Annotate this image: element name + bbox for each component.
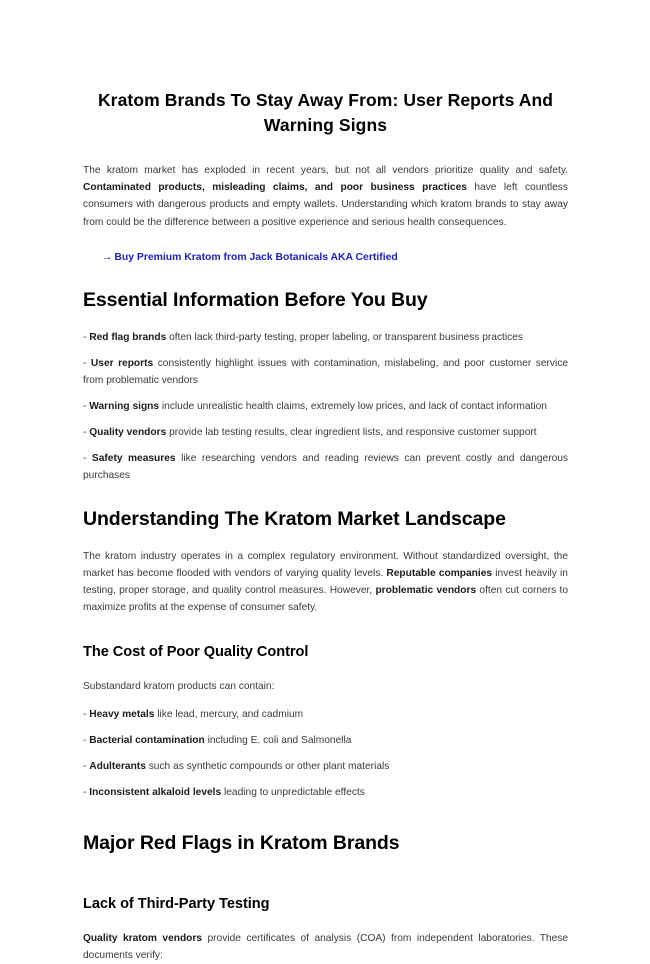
list-item xyxy=(83,398,568,415)
divider-spacer xyxy=(83,872,568,894)
bullet-text: like lead, mercury, and cadmium xyxy=(154,708,304,720)
cta-link-label: Buy Premium Kratom from Jack Botanicals AKA Certified xyxy=(114,251,398,263)
bullet-text: leading to unpredictable effects xyxy=(221,786,365,798)
bullet-text: include unrealistic health claims, extremely low prices, and lack of contact information xyxy=(159,400,547,412)
paragraph-text-part3: often cut corners to maximize profits at the expense of consumer safety. xyxy=(83,585,568,614)
bullet-text: including E. coli and Salmonella xyxy=(204,734,352,746)
cta-link-container xyxy=(83,247,568,266)
bullet-text: provide lab testing results, clear ingredient lists, and responsive customer support xyxy=(166,426,537,438)
intro-text-part1: The kratom market has exploded in recent years, but not all vendors prioritize quality and safety. xyxy=(83,165,568,176)
bullet-bold-lead: User reports xyxy=(90,357,154,369)
paragraph-bold-quality-vendors: Quality kratom vendors xyxy=(83,932,203,944)
bullet-dash: - xyxy=(83,786,87,798)
buy-premium-kratom-link[interactable] xyxy=(102,250,398,266)
market-landscape-paragraph xyxy=(83,548,568,617)
list-item xyxy=(83,784,568,801)
list-item xyxy=(83,355,568,389)
paragraph-text-part1: The kratom industry operates in a complex regulatory environment. Without standardized oversight, the market has become flooded with vendors of varying quality levels. xyxy=(83,550,568,580)
section-heading-major-red-flags: Major Red Flags in Kratom Brands xyxy=(83,831,400,854)
intro-text-part2: have left countless consumers with dangerous products and empty wallets. Understanding which kratom brands to stay away from could be the difference between a positive experience and serious health consequences. xyxy=(83,182,568,228)
bullet-dash: - xyxy=(83,708,87,720)
list-item xyxy=(83,732,568,749)
intro-bold-phrase: Contaminated products, misleading claims, and poor business practices xyxy=(83,182,467,194)
bullet-bold-lead: Adulterants xyxy=(89,760,146,772)
bullet-dash: - xyxy=(83,734,87,746)
contaminants-bullet-list xyxy=(83,706,568,801)
essential-information-bullet-list xyxy=(83,329,568,484)
bullet-bold-lead: Bacterial contamination xyxy=(89,734,205,746)
divider-spacer xyxy=(83,633,568,642)
bullet-bold-lead: Quality vendors xyxy=(89,426,167,438)
third-party-testing-paragraph xyxy=(83,930,568,964)
bullet-bold-lead: Safety measures xyxy=(91,452,176,464)
divider-spacer xyxy=(83,815,568,831)
bullet-bold-lead: Red flag brands xyxy=(89,331,167,343)
bullet-dash: - xyxy=(83,452,87,464)
bullet-bold-lead: Warning signs xyxy=(89,400,160,412)
bullet-dash: - xyxy=(83,331,87,343)
bullet-text: consistently highlight issues with contamination, mislabeling, and poor customer service from problematic vendors xyxy=(83,357,568,386)
intro-paragraph xyxy=(83,162,568,231)
list-item xyxy=(83,424,568,441)
paragraph-bold-reputable: Reputable companies xyxy=(386,568,493,580)
bullet-dash: - xyxy=(83,426,87,438)
bullet-bold-lead: Heavy metals xyxy=(89,708,155,720)
page-title: Kratom Brands To Stay Away From: User Reports And Warning Signs xyxy=(97,90,554,135)
divider-spacer xyxy=(83,498,568,507)
list-item xyxy=(83,758,568,775)
section-heading-market-landscape: Understanding The Kratom Market Landscape xyxy=(83,507,506,530)
paragraph-bold-problematic: problematic vendors xyxy=(375,585,477,597)
list-item xyxy=(83,706,568,723)
paragraph-text-part2: invest heavily in testing, proper storage, and quality control measures. However, xyxy=(83,568,568,597)
bullet-text: such as synthetic compounds or other plant materials xyxy=(145,760,390,772)
substandard-products-lead-in: Substandard kratom products can contain: xyxy=(83,680,275,692)
list-item xyxy=(83,450,568,484)
bullet-text: like researching vendors and reading reviews can prevent costly and dangerous purchases xyxy=(83,452,569,481)
list-item xyxy=(83,329,568,346)
paragraph-text-remainder: provide certificates of analysis (COA) from independent laboratories. These documents verify: xyxy=(83,932,569,961)
bullet-dash: - xyxy=(83,400,87,412)
subsection-heading-cost-of-poor-quality-control: The Cost of Poor Quality Control xyxy=(83,643,309,660)
bullet-dash: - xyxy=(83,357,87,369)
bullet-text: often lack third-party testing, proper labeling, or transparent business practices xyxy=(166,331,523,343)
bullet-bold-lead: Inconsistent alkaloid levels xyxy=(89,786,222,798)
section-heading-essential-information: Essential Information Before You Buy xyxy=(83,288,428,311)
bullet-dash: - xyxy=(83,760,87,772)
subsection-heading-lack-of-third-party-testing: Lack of Third-Party Testing xyxy=(83,895,270,912)
arrow-right-icon: → xyxy=(102,251,113,263)
